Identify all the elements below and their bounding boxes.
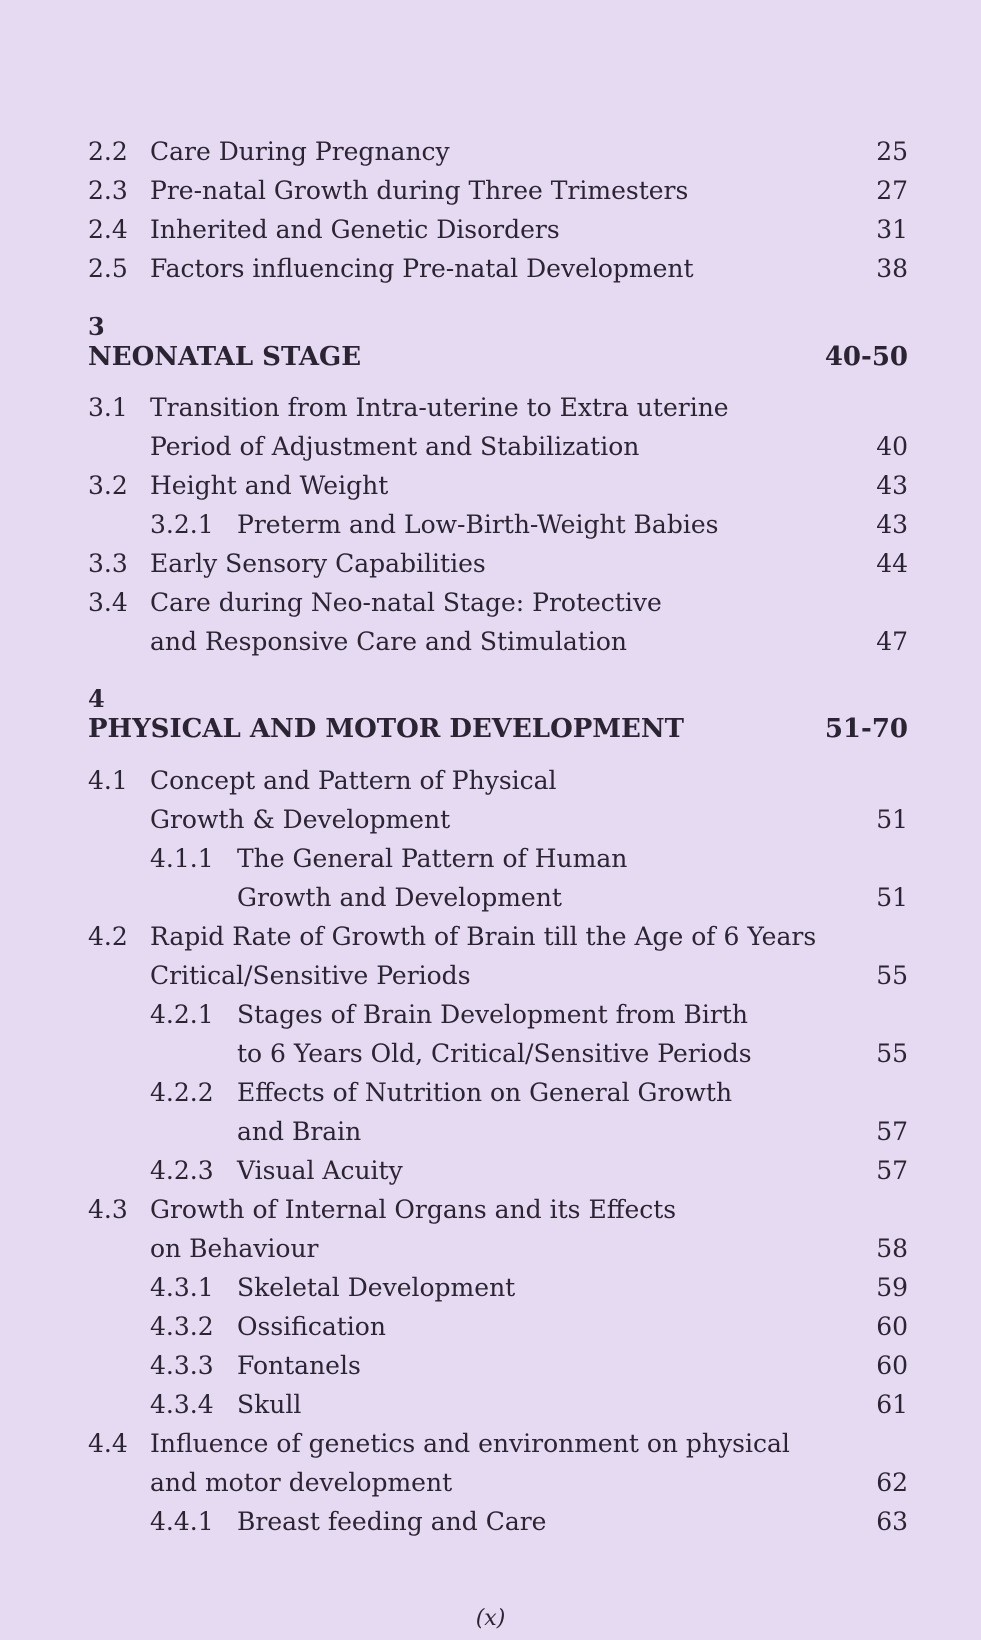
toc-entry-4-2-1 bbox=[88, 996, 908, 1034]
entry-title: Height and Weight bbox=[150, 471, 389, 500]
toc-entry-continuation bbox=[88, 1230, 908, 1268]
chapter-4-number: 4 bbox=[88, 684, 105, 713]
entry-number: 4.3.3 bbox=[150, 1351, 214, 1380]
entry-number: 2.2 bbox=[88, 137, 128, 166]
entry-page: 58 bbox=[876, 1234, 908, 1263]
toc-entry-4-2 bbox=[88, 918, 908, 956]
entry-page: 43 bbox=[876, 471, 908, 500]
entry-page: 55 bbox=[876, 1039, 908, 1068]
entry-title: Growth of Internal Organs and its Effects bbox=[150, 1195, 677, 1224]
chapter-page-range: 51-70 bbox=[824, 714, 908, 744]
toc-entry-continuation bbox=[88, 428, 908, 466]
entry-page: 40 bbox=[876, 432, 908, 461]
toc-entry-continuation bbox=[88, 1035, 908, 1073]
entry-number: 4.3.1 bbox=[150, 1273, 214, 1302]
entry-number: 3.4 bbox=[88, 588, 128, 617]
page-number-footer: (x) bbox=[475, 1606, 506, 1631]
chapter-title: PHYSICAL AND MOTOR DEVELOPMENT bbox=[88, 714, 684, 744]
chapter-3-heading bbox=[88, 338, 908, 376]
entry-number: 4.3 bbox=[88, 1195, 128, 1224]
entry-title: Inherited and Genetic Disorders bbox=[150, 215, 560, 244]
entry-title: Ossification bbox=[237, 1312, 386, 1341]
entry-page: 43 bbox=[876, 510, 908, 539]
entry-title: Visual Acuity bbox=[237, 1156, 403, 1185]
entry-number: 4.1 bbox=[88, 766, 128, 795]
chapter-3-number: 3 bbox=[88, 312, 105, 341]
entry-page: 57 bbox=[876, 1156, 908, 1185]
entry-title: Critical/Sensitive Periods bbox=[150, 961, 471, 990]
entry-title: Preterm and Low-Birth-Weight Babies bbox=[237, 510, 719, 539]
toc-entry-3-3 bbox=[88, 545, 908, 583]
entry-number: 2.4 bbox=[88, 215, 128, 244]
entry-title: Stages of Brain Development from Birth bbox=[237, 1000, 748, 1029]
toc-entry-4-1-1 bbox=[88, 840, 908, 878]
entry-page: 60 bbox=[876, 1351, 908, 1380]
entry-number: 4.2 bbox=[88, 922, 128, 951]
toc-entry-continuation bbox=[88, 957, 908, 995]
toc-entry-3-4 bbox=[88, 584, 908, 622]
entry-number: 2.3 bbox=[88, 176, 128, 205]
chapter-4-heading bbox=[88, 710, 908, 748]
toc-entry-continuation bbox=[88, 1464, 908, 1502]
toc-entry-4-3-1 bbox=[88, 1269, 908, 1307]
entry-number: 4.4.1 bbox=[150, 1507, 214, 1536]
entry-page: 44 bbox=[876, 549, 908, 578]
entry-title: Transition from Intra-uterine to Extra uterine bbox=[150, 393, 729, 422]
entry-page: 57 bbox=[876, 1117, 908, 1146]
entry-number: 4.1.1 bbox=[150, 844, 214, 873]
toc-entry-continuation bbox=[88, 879, 908, 917]
entry-title: Factors influencing Pre-natal Development bbox=[150, 254, 694, 283]
chapter-title: NEONATAL STAGE bbox=[88, 342, 362, 372]
toc-entry-2-2 bbox=[88, 133, 908, 171]
entry-page: 27 bbox=[876, 176, 908, 205]
entry-number: 4.2.1 bbox=[150, 1000, 214, 1029]
entry-page: 51 bbox=[876, 883, 908, 912]
entry-number: 4.4 bbox=[88, 1429, 128, 1458]
entry-title: Fontanels bbox=[237, 1351, 361, 1380]
entry-title: Breast feeding and Care bbox=[237, 1507, 547, 1536]
entry-page: 47 bbox=[876, 627, 908, 656]
entry-title: Rapid Rate of Growth of Brain till the Age of 6 Years bbox=[150, 922, 817, 951]
toc-entry-4-3-4 bbox=[88, 1386, 908, 1424]
toc-entry-3-2-1 bbox=[88, 506, 908, 544]
toc-entry-4-2-3 bbox=[88, 1152, 908, 1190]
toc-entry-2-3 bbox=[88, 172, 908, 210]
entry-number: 4.3.2 bbox=[150, 1312, 214, 1341]
entry-title: on Behaviour bbox=[150, 1234, 319, 1263]
entry-page: 51 bbox=[876, 805, 908, 834]
entry-title: Growth & Development bbox=[150, 805, 451, 834]
chapter-page-range: 40-50 bbox=[824, 342, 908, 372]
entry-title: and Brain bbox=[237, 1117, 362, 1146]
toc-entry-4-4-1 bbox=[88, 1503, 908, 1541]
toc-entry-4-3-3 bbox=[88, 1347, 908, 1385]
entry-title: to 6 Years Old, Critical/Sensitive Periods bbox=[237, 1039, 752, 1068]
entry-title: Skull bbox=[237, 1390, 302, 1419]
toc-entry-2-4 bbox=[88, 211, 908, 249]
entry-number: 2.5 bbox=[88, 254, 128, 283]
entry-page: 60 bbox=[876, 1312, 908, 1341]
entry-page: 38 bbox=[876, 254, 908, 283]
entry-number: 4.2.3 bbox=[150, 1156, 214, 1185]
entry-title: Pre-natal Growth during Three Trimesters bbox=[150, 176, 689, 205]
entry-page: 55 bbox=[876, 961, 908, 990]
entry-title: The General Pattern of Human bbox=[237, 844, 628, 873]
toc-entry-3-2 bbox=[88, 467, 908, 505]
toc-entry-continuation bbox=[88, 1113, 908, 1151]
entry-page: 31 bbox=[876, 215, 908, 244]
entry-number: 3.2 bbox=[88, 471, 128, 500]
entry-number: 3.3 bbox=[88, 549, 128, 578]
toc-entry-4-4 bbox=[88, 1425, 908, 1463]
entry-title: Care during Neo-natal Stage: Protective bbox=[150, 588, 662, 617]
entry-page: 63 bbox=[876, 1507, 908, 1536]
entry-title: Period of Adjustment and Stabilization bbox=[150, 432, 640, 461]
entry-title: and motor development bbox=[150, 1468, 453, 1497]
entry-number: 3.2.1 bbox=[150, 510, 214, 539]
entry-number: 4.3.4 bbox=[150, 1390, 214, 1419]
entry-title: Growth and Development bbox=[237, 883, 562, 912]
toc-entry-2-5 bbox=[88, 250, 908, 288]
toc-entry-4-1 bbox=[88, 762, 908, 800]
entry-title: Effects of Nutrition on General Growth bbox=[237, 1078, 733, 1107]
toc-entry-3-1 bbox=[88, 389, 908, 427]
entry-title: Influence of genetics and environment on physical bbox=[150, 1429, 790, 1458]
entry-title: Skeletal Development bbox=[237, 1273, 516, 1302]
toc-entry-4-2-2 bbox=[88, 1074, 908, 1112]
toc-entry-continuation bbox=[88, 801, 908, 839]
entry-page: 61 bbox=[876, 1390, 908, 1419]
entry-title: Care During Pregnancy bbox=[150, 137, 450, 166]
entry-title: Concept and Pattern of Physical bbox=[150, 766, 557, 795]
entry-page: 62 bbox=[876, 1468, 908, 1497]
entry-page: 25 bbox=[876, 137, 908, 166]
entry-number: 4.2.2 bbox=[150, 1078, 214, 1107]
toc-entry-continuation bbox=[88, 623, 908, 661]
entry-title: and Responsive Care and Stimulation bbox=[150, 627, 628, 656]
toc-entry-4-3-2 bbox=[88, 1308, 908, 1346]
toc-entry-4-3 bbox=[88, 1191, 908, 1229]
entry-page: 59 bbox=[876, 1273, 908, 1302]
entry-title: Early Sensory Capabilities bbox=[150, 549, 486, 578]
entry-number: 3.1 bbox=[88, 393, 128, 422]
